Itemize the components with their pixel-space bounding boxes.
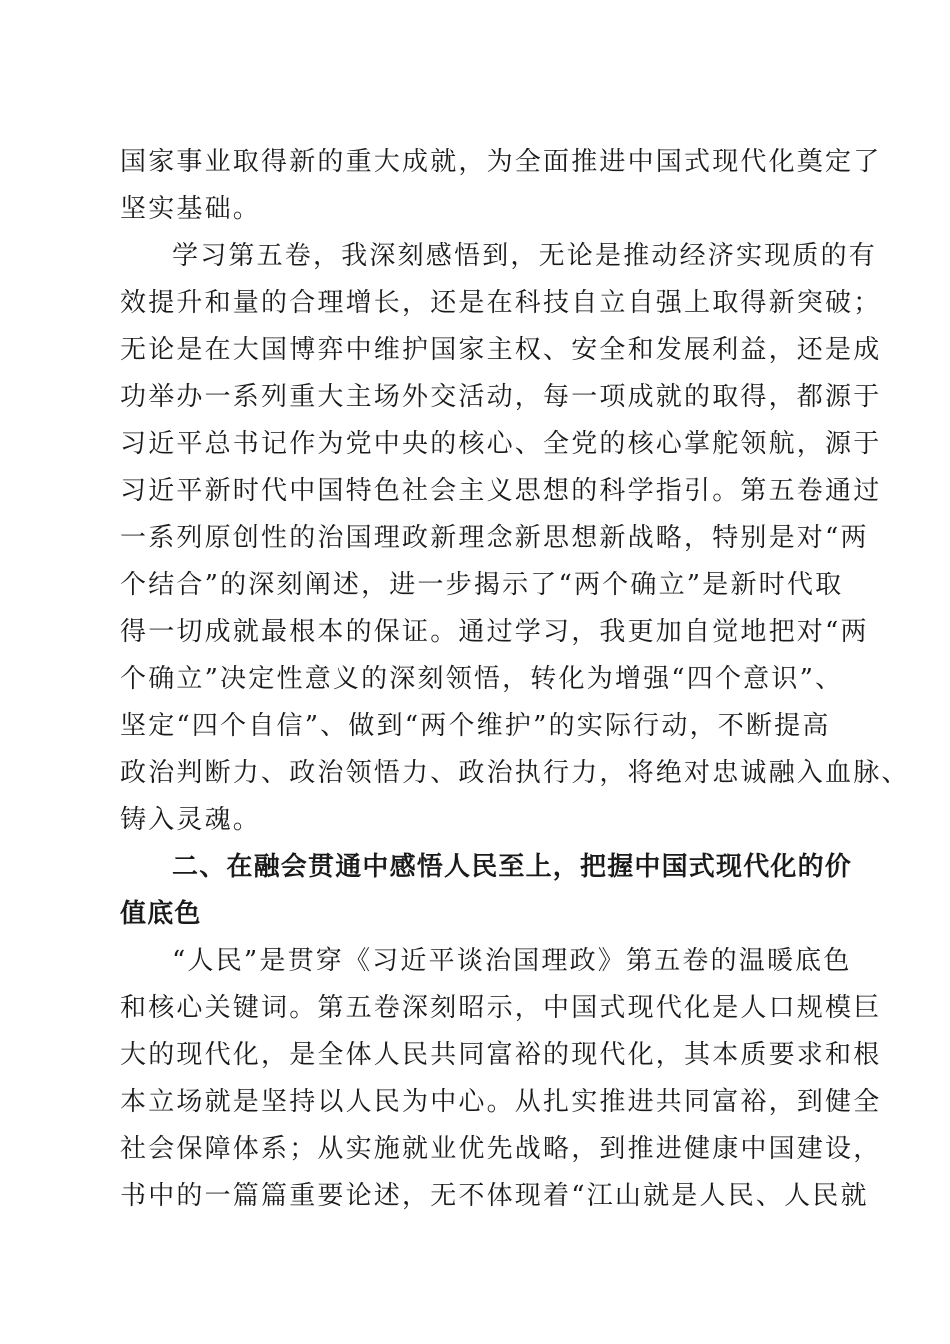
paragraph-line: 国家事业取得新的重大成就，为全面推进中国式现代化奠定了 <box>120 147 882 177</box>
section-heading-continued: 值底色 <box>120 899 202 929</box>
paragraph-line: 功举办一系列重大主场外交活动，每一项成就的取得，都源于 <box>120 382 882 412</box>
section-heading: 二、在融会贯通中感悟人民至上，把握中国式现代化的价 <box>172 852 853 882</box>
paragraph-line: 无论是在大国博弈中维护国家主权、安全和发展利益，还是成 <box>120 335 882 365</box>
paragraph-line: 个结合”的深刻阐述，进一步揭示了“两个确立”是新时代取 <box>120 570 844 600</box>
paragraph-line: 本立场就是坚持以人民为中心。从扎实推进共同富裕，到健全 <box>120 1087 882 1117</box>
paragraph-line: 一系列原创性的治国理政新理念新思想新战略，特别是对“两 <box>120 523 869 553</box>
paragraph-line: 政治判断力、政治领悟力、政治执行力，将绝对忠诚融入血脉、 <box>120 758 910 788</box>
paragraph-line: 大的现代化，是全体人民共同富裕的现代化，其本质要求和根 <box>120 1040 882 1070</box>
paragraph-line: 习近平总书记作为党中央的核心、全党的核心掌舵领航，源于 <box>120 429 882 459</box>
paragraph-line: 铸入灵魂。 <box>120 805 262 835</box>
paragraph-line: 得一切成就最根本的保证。通过学习，我更加自觉地把对“两 <box>120 617 869 647</box>
paragraph-line: 坚定“四个自信”、做到“两个维护”的实际行动，不断提高 <box>120 711 831 741</box>
paragraph-line: 坚实基础。 <box>120 194 262 224</box>
paragraph-first-line: 学习第五卷，我深刻感悟到，无论是推动经济实现质的有 <box>172 241 878 271</box>
paragraph-line: 社会保障体系；从实施就业优先战略，到推进健康中国建设， <box>120 1134 882 1164</box>
paragraph-line: 书中的一篇篇重要论述，无不体现着“江山就是人民、人民就 <box>120 1181 869 1211</box>
paragraph-line: 效提升和量的合理增长，还是在科技自立自强上取得新突破； <box>120 288 882 318</box>
paragraph-line: 和核心关键词。第五卷深刻昭示，中国式现代化是人口规模巨 <box>120 993 882 1023</box>
paragraph-line: 个确立”决定性意义的深刻领悟，转化为增强“四个意识”、 <box>120 664 844 694</box>
paragraph-first-line: “人民”是贯穿《习近平谈治国理政》第五卷的温暖底色 <box>172 946 852 976</box>
paragraph-line: 习近平新时代中国特色社会主义思想的科学指引。第五卷通过 <box>120 476 882 506</box>
